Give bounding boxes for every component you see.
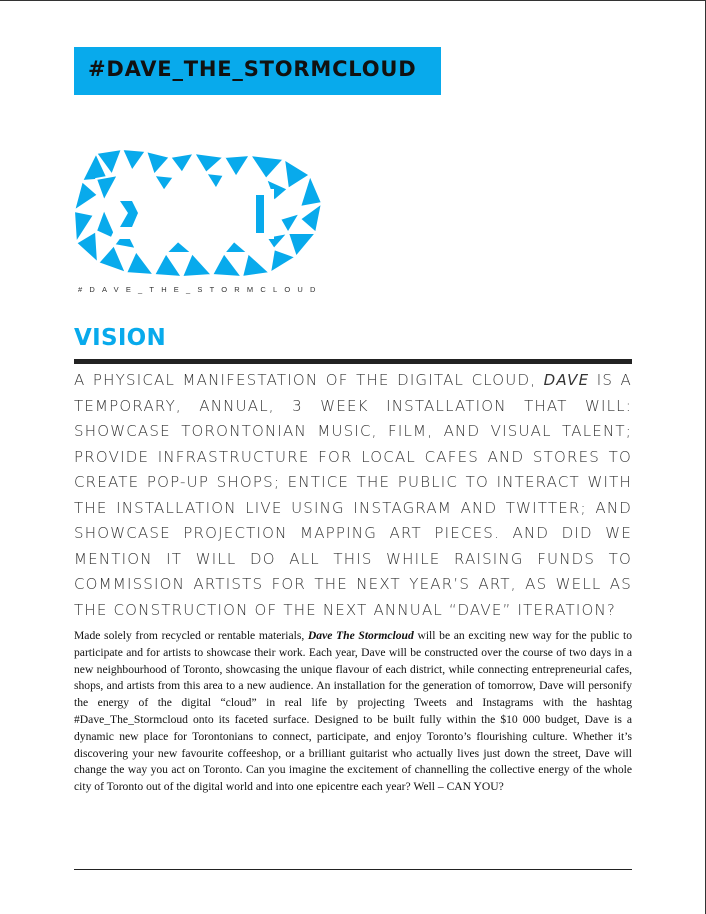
section-heading-vision: VISION xyxy=(74,325,167,351)
page-title: #DAVE_THE_STORMCLOUD xyxy=(88,57,417,81)
body-text-project-name: Dave The Stormcloud xyxy=(307,629,414,642)
body-text-part1: Made solely from recycled or rentable materials, xyxy=(74,629,308,642)
vision-statement xyxy=(74,368,632,623)
stormcloud-logo-icon xyxy=(74,149,324,279)
body-paragraph xyxy=(74,628,632,796)
vision-text-part1: A PHYSICAL MANIFESTATION OF THE DIGITAL CLOUD, xyxy=(74,371,544,389)
logo-caption: #DAVE_THE_STORMCLOUD xyxy=(78,285,323,294)
body-text-part2: will be an exciting new way for the public to participate and for artists to showcase their work. Each year, Dave will be constructed over the course of two days in a new neighbourhood of Toronto, showcasing the unique flavour of each district, while connecting entrepreneurial cafes, shops, and artists from this area to a new audience. An installation for the generation of tomorrow, Dave will personify the energy of the digital “cloud” in real life by projecting Tweets and Instagrams with the hashtag #Dave_The_Stormcloud onto its faceted surface. Designed to be built fully within the $10 000 budget, Dave is a dynamic new place for Torontonians to connect, participate, and enjoy Toronto’s flourishing culture. Whether it’s discovering your new favourite coffeeshop, or a brilliant guitarist who actually lives just down the street, Dave will change the way you act on Toronto. Can you imagine the excitement of channelling the collective energy of the whole city of Toronto out of the digital world and into one epicentre each year? Well – CAN YOU? xyxy=(74,629,633,794)
vision-text-emphasis: DAVE xyxy=(543,371,590,389)
footer-divider xyxy=(74,869,632,870)
title-banner xyxy=(74,47,441,95)
heading-divider xyxy=(74,359,632,364)
vision-text-part2: IS A TEMPORARY, ANNUAL, 3 WEEK INSTALLATION THAT WILL: SHOWCASE TORONTONIAN MUSIC, FILM, AND VISUAL TALENT; PROVIDE INFRASTRUCTURE FOR LOCAL CAFES AND STORES TO CREATE POP-UP SHOPS; ENTICE THE PUBLIC TO INTERACT WITH THE INSTALLATION LIVE USING INSTAGRAM AND TWITTER; AND SHOWCASE PROJECTION MAPPING ART PIECES. AND DID WE MENTION IT WILL DO ALL THIS WHILE RAISING FUNDS TO COMMISSION ARTISTS FOR THE NEXT YEAR’S ART, AS WELL AS THE CONSTRUCTION OF THE NEXT ANNUAL “DAVE” ITERATION? xyxy=(74,371,632,619)
